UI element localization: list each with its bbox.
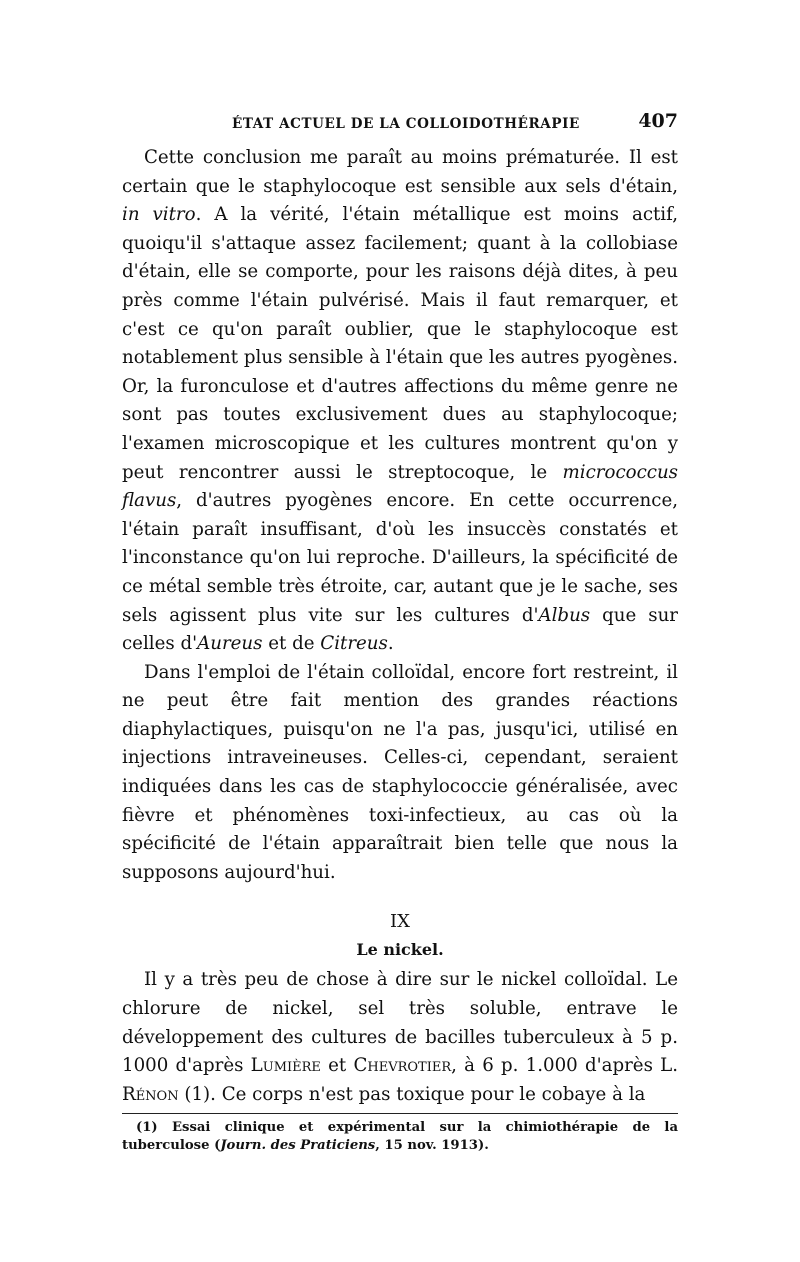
- paragraph-1: [122, 144, 678, 659]
- paragraph-3-text: (1). Ce corps n'est pas toxique pour le cobaye à la: [178, 1083, 646, 1105]
- paragraph-1-text: que sur celles d': [122, 604, 678, 655]
- footnote-text: , 15 nov. 1913).: [375, 1138, 489, 1154]
- paragraph-3-text: Il y a très peu de chose à dire sur le nickel colloïdal. Le chlorure de nickel, sel très soluble, entrave le développement des cultures de bacilles tuberculeux à 5 p. 1000 d'après: [122, 969, 678, 1077]
- paragraph-1-text: Cette conclusion me paraît au moins prématurée. Il est certain que le staphylocoque est sensible aux sels d'étain,: [122, 147, 678, 197]
- italic-term: micrococcus flavus: [122, 461, 678, 512]
- italic-term: Albus: [538, 604, 591, 626]
- author-name: Chevrotier: [353, 1055, 452, 1077]
- body-text: [122, 144, 678, 1109]
- italic-term: Citreus: [320, 633, 388, 655]
- footnote: [122, 1119, 678, 1155]
- book-page: [122, 104, 678, 1155]
- paragraph-1-text: .: [387, 633, 394, 655]
- footnote-journal: Journ. des Praticiens: [220, 1138, 376, 1154]
- paragraph-3-text: , à 6 p. 1.000 d'après L.: [451, 1055, 678, 1077]
- page-number: 407: [638, 110, 678, 132]
- paragraph-3-text: et: [320, 1055, 354, 1077]
- author-name: Lumière: [250, 1055, 321, 1077]
- italic-term: in vitro: [122, 204, 196, 226]
- footnote-rule: [122, 1113, 678, 1114]
- paragraph-1-text: , d'autres pyogènes encore. En cette occurrence, l'étain paraît insuffisant, d'où les insuccès constatés et l'inconstance qu'on lui reproche. D'ailleurs, la spécificité de ce métal semble très étroite, car, autant que je le sache, ses sels agissent plus vite sur les cultures d': [122, 490, 678, 626]
- footnote-text: (1) Essai clinique et expérimental sur la chimiothérapie de la tuberculose (: [122, 1120, 678, 1154]
- paragraph-2: Dans l'emploi de l'étain colloïdal, encore fort restreint, il ne peut être fait mention des grandes réactions diaphylactiques, puisqu'on ne l'a pas, jusqu'ici, utilisé en injections intraveineuses. Celles-ci, cependant, seraient indiquées dans les cas de staphylococcie généralisée, avec fièvre et phénomènes toxi-infectieux, au cas où la spécificité de l'étain apparaîtrait bien telle que nous la supposons aujourd'hui.: [122, 661, 678, 883]
- italic-term: Aureus: [197, 633, 263, 655]
- paragraph-1-text: . A la vérité, l'étain métallique est moins actif, quoiqu'il s'attaque assez facilement; quant à la collobiase d'étain, elle se comporte, pour les raisons déjà dites, à peu près comme l'étain pulvérisé. Mais il faut remarquer, et c'est ce qu'on paraît oublier, que le staphylocoque est notablement plus sensible à l'étain que les autres pyogènes. Or, la furonculose et d'autres affections du même genre ne sont pas toutes exclusivement dues au staphylocoque; l'examen microscopique et les cultures montrent qu'on y peut rencontrer aussi le streptocoque, le: [122, 204, 678, 483]
- section-number: IX: [390, 911, 410, 933]
- running-head: [122, 104, 678, 144]
- paragraph-1-text: et de: [262, 633, 321, 655]
- running-title: ÉTAT ACTUEL DE LA COLLOIDOTHÉRAPIE: [232, 116, 580, 132]
- paragraph-3: [122, 966, 678, 1109]
- author-name: Rénon: [122, 1083, 179, 1105]
- section-title: Le nickel.: [356, 940, 444, 960]
